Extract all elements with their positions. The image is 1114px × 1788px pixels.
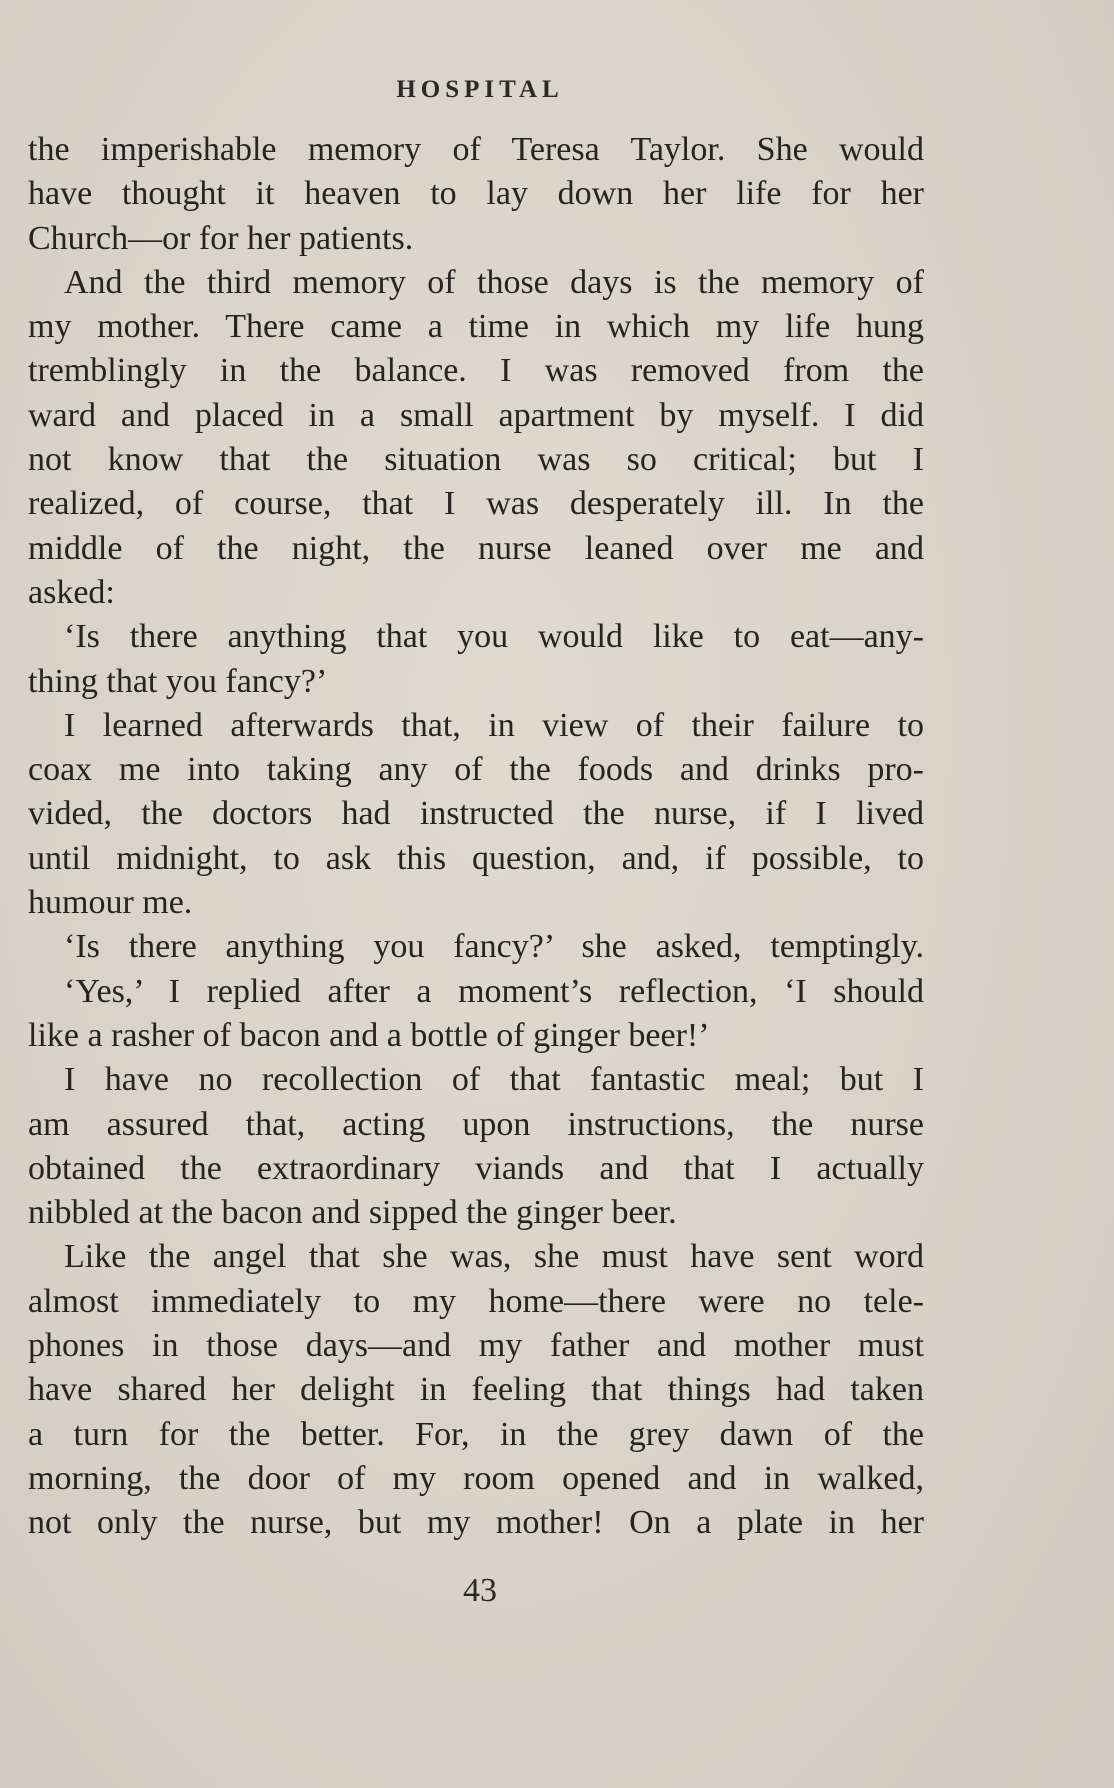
text-line: obtained the extraordinary viands and that I actually: [28, 1149, 924, 1187]
text-line: I learned afterwards that, in view of their failure to: [64, 706, 924, 744]
text-line: vided, the doctors had instructed the nurse, if I lived: [28, 795, 924, 833]
text-line: almost immediately to my home—there were no tele-: [28, 1282, 924, 1320]
text-line: the imperishable memory of Teresa Taylor. She would: [28, 131, 924, 168]
text-line: realized, of course, that I was desperately ill. In the: [28, 485, 924, 523]
text-line: coax me into taking any of the foods and drinks pro-: [28, 751, 924, 789]
text-line: phones in those days—and my father and mother must: [28, 1327, 924, 1365]
text-line: Like the angel that she was, she must have sent word: [64, 1238, 924, 1276]
page-number: 43: [463, 1572, 497, 1609]
text-line: am assured that, acting upon instructions, the nurse: [28, 1105, 924, 1143]
text-line: ward and placed in a small apartment by myself. I did: [28, 396, 924, 434]
text-line: a turn for the better. For, in the grey dawn of the: [28, 1415, 924, 1453]
text-line: ‘Is there anything you fancy?’ she asked, temptingly.: [64, 928, 924, 966]
text-line: not know that the situation was so critical; but I: [28, 441, 924, 479]
text-line: until midnight, to ask this question, and, if possible, to: [28, 839, 924, 877]
text-line: have shared her delight in feeling that things had taken: [28, 1371, 924, 1409]
text-line: not only the nurse, but my mother! On a plate in her: [28, 1504, 924, 1542]
text-line: ‘Yes,’ I replied after a moment’s reflection, ‘I should: [64, 972, 924, 1010]
text-line: nibbled at the bacon and sipped the ginger beer.: [28, 1194, 677, 1232]
text-line: I have no recollection of that fantastic meal; but I: [64, 1061, 924, 1099]
text-line: tremblingly in the balance. I was removed from the: [28, 352, 924, 390]
text-line: morning, the door of my room opened and in walked,: [28, 1459, 924, 1497]
text-line: have thought it heaven to lay down her life for her: [28, 175, 924, 213]
text-line: my mother. There came a time in which my life hung: [28, 308, 924, 346]
text-line: like a rasher of bacon and a bottle of ginger beer!’: [28, 1016, 710, 1054]
text-line: middle of the night, the nurse leaned over me and: [28, 529, 924, 567]
text-line: And the third memory of those days is the memory of: [64, 263, 924, 301]
running-head: HOSPITAL: [396, 76, 564, 103]
text-line: thing that you fancy?’: [28, 662, 328, 700]
text-line: humour me.: [28, 884, 193, 922]
text-line: Church—or for her patients.: [28, 219, 414, 257]
text-line: ‘Is there anything that you would like to eat—any-: [64, 618, 924, 656]
body-text: [28, 128, 924, 1546]
text-line: asked:: [28, 573, 115, 611]
